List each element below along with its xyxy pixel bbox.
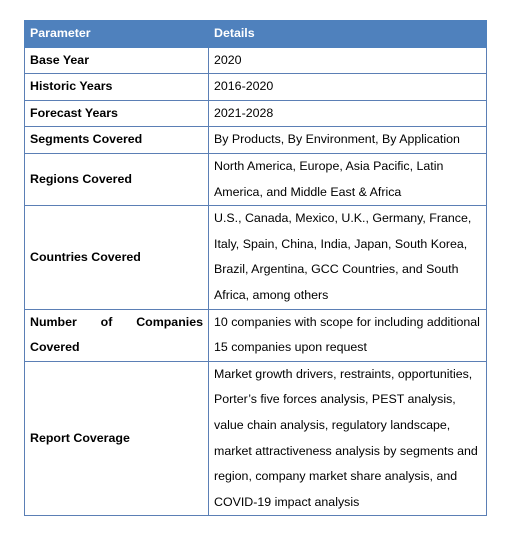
table-header-row xyxy=(25,21,487,48)
row-base-year-parameter: Base Year xyxy=(25,47,209,74)
row-regions-covered-details: North America, Europe, Asia Pacific, Latin America, and Middle East & Africa xyxy=(209,153,487,205)
row-number-of-companies-details: 10 companies with scope for including additional 15 companies upon request xyxy=(209,309,487,361)
table-row xyxy=(25,361,487,516)
row-segments-covered-details: By Products, By Environment, By Application xyxy=(209,127,487,154)
table-row xyxy=(25,206,487,309)
row-forecast-years-details: 2021-2028 xyxy=(209,100,487,127)
table-row xyxy=(25,74,487,101)
row-report-coverage-parameter: Report Coverage xyxy=(25,361,209,516)
row-report-coverage-details: Market growth drivers, restraints, opportunities, Porter’s five forces analysis, PEST analysis, value chain analysis, regulatory landscape, market attractiveness analysis by segments and region, company market share analysis, and COVID-19 impact analysis xyxy=(209,361,487,516)
row-countries-covered-details: U.S., Canada, Mexico, U.K., Germany, France, Italy, Spain, China, India, Japan, South Korea, Brazil, Argentina, GCC Countries, and South Africa, among others xyxy=(209,206,487,309)
row-historic-years-details: 2016-2020 xyxy=(209,74,487,101)
row-forecast-years-parameter: Forecast Years xyxy=(25,100,209,127)
table-row xyxy=(25,127,487,154)
report-scope-table xyxy=(24,20,487,516)
row-historic-years-parameter: Historic Years xyxy=(25,74,209,101)
table-row xyxy=(25,153,487,205)
row-base-year-details: 2020 xyxy=(209,47,487,74)
table-row xyxy=(25,100,487,127)
row-segments-covered-parameter: Segments Covered xyxy=(25,127,209,154)
row-regions-covered-parameter: Regions Covered xyxy=(25,153,209,205)
table-row xyxy=(25,309,487,361)
row-number-of-companies-parameter: Number of Companies Covered xyxy=(25,309,209,361)
header-parameter: Parameter xyxy=(25,21,209,48)
header-details: Details xyxy=(209,21,487,48)
table-row xyxy=(25,47,487,74)
row-countries-covered-parameter: Countries Covered xyxy=(25,206,209,309)
